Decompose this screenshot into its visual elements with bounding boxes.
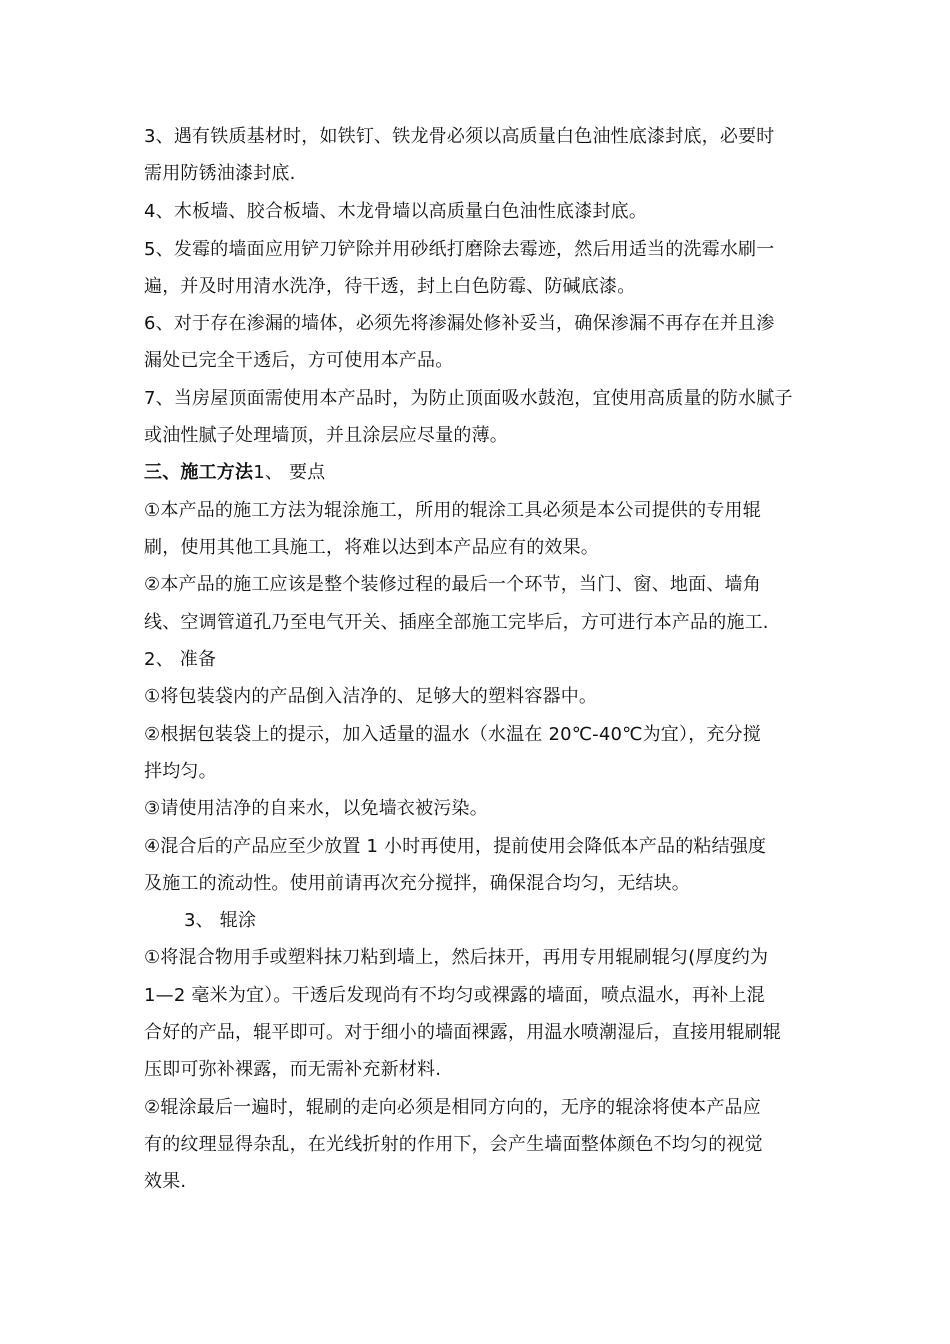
subheading-prep: 2、 准备 [144, 649, 217, 670]
text-line: 合好的产品，辊平即可。对于细小的墙面裸露，用温水喷潮湿后，直接用辊刷辊 [144, 1022, 781, 1043]
text-line: 或油性腻子处理墙顶，并且涂层应尽量的薄。 [144, 425, 508, 446]
text-line: ③请使用洁净的自来水，以免墙衣被污染。 [144, 798, 488, 819]
text-line: 漏处已完全干透后，方可使用本产品。 [144, 350, 454, 371]
text-line: 7、当房屋顶面需使用本产品时，为防止顶面吸水鼓泡，宜使用高质量的防水腻子 [144, 388, 793, 409]
section-heading-title: 三、施工方法 [144, 462, 254, 483]
text-line: 及施工的流动性。使用前请再次充分搅拌，确保混合均匀，无结块。 [144, 873, 690, 894]
text-line: 3、遇有铁质基材时，如铁钉、铁龙骨必须以高质量白色油性底漆封底，必要时 [144, 126, 775, 147]
text-line: ②本产品的施工应该是整个装修过程的最后一个环节，当门、窗、地面、墙角 [144, 574, 761, 595]
text-line: 刷，使用其他工具施工，将难以达到本产品应有的效果。 [144, 537, 599, 558]
text-line: ①将混合物用手或塑料抹刀粘到墙上，然后抹开，再用专用辊刷辊匀(厚度约为 [144, 947, 769, 968]
text-line: 遍，并及时用清水洗净，待干透，封上白色防霉、防碱底漆。 [144, 276, 636, 297]
text-line: 6、对于存在渗漏的墙体，必须先将渗漏处修补妥当，确保渗漏不再存在并且渗 [144, 313, 775, 334]
text-line: 1—2 毫米为宜）。干透后发现尚有不均匀或裸露的墙面，喷点温水，再补上混 [144, 985, 765, 1006]
text-line: ②辊涂最后一遍时，辊刷的走向必须是相同方向的，无序的辊涂将使本产品应 [144, 1097, 761, 1118]
section-heading-subitem: 1、 要点 [253, 462, 326, 483]
text-line: 线、空调管道孔乃至电气开关、插座全部施工完毕后，方可进行本产品的施工. [144, 612, 769, 633]
text-line: ①本产品的施工方法为辊涂施工，所用的辊涂工具必须是本公司提供的专用辊 [144, 500, 761, 521]
subheading-roll: 3、 辊涂 [184, 910, 257, 931]
text-line: 拌均匀。 [144, 761, 217, 782]
text-line: ①将包装袋内的产品倒入洁净的、足够大的塑料容器中。 [144, 686, 598, 707]
text-line: 压即可弥补裸露，而无需补充新材料. [144, 1059, 442, 1080]
text-line: 4、木板墙、胶合板墙、木龙骨墙以高质量白色油性底漆封底。 [144, 201, 648, 222]
section-heading [144, 461, 808, 485]
text-line: 效果. [144, 1171, 187, 1192]
text-line: 5、发霉的墙面应用铲刀铲除并用砂纸打磨除去霉迹，然后用适当的洗霉水刷一 [144, 239, 775, 260]
text-line: 需用防锈油漆封底. [144, 163, 296, 184]
text-line: ④混合后的产品应至少放置 1 小时再使用，提前使用会降低本产品的粘结强度 [144, 836, 767, 857]
text-line: ②根据包装袋上的提示，加入适量的温水（水温在 20℃-40℃为宜），充分搅 [144, 724, 761, 745]
text-line: 有的纹理显得杂乱，在光线折射的作用下，会产生墙面整体颜色不均匀的视觉 [144, 1134, 763, 1155]
